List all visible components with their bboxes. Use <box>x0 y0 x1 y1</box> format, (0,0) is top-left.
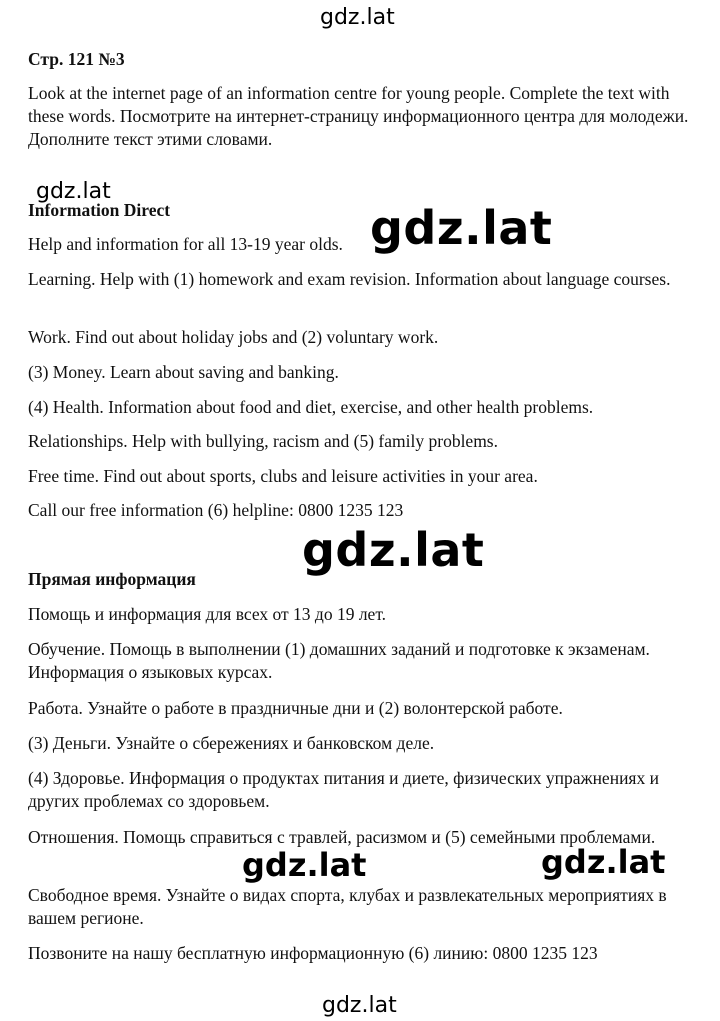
en-line: (3) Money. Learn about saving and banking. <box>28 362 339 382</box>
watermark-bottom: gdz.lat <box>322 993 397 1018</box>
task-text: Look at the internet page of an information centre for young people. Complete the text with these words. Посмотрите на интернет-страницу информационного центра для молодежи. Дополните текст этими словами. <box>28 83 689 149</box>
ru-line: Помощь и информация для всех от 13 до 19 лет. <box>28 604 387 624</box>
en-line: (4) Health. Information about food and diet, exercise, and other health problems. <box>28 397 594 417</box>
ru-line: Позвоните на нашу бесплатную информационную (6) линию: 0800 1235 123 <box>28 943 598 963</box>
ru-title: Прямая информация <box>28 569 196 589</box>
en-line: Free time. Find out about sports, clubs and leisure activities in your area. <box>28 466 538 486</box>
en-line: Relationships. Help with bullying, racism and (5) family problems. <box>28 431 498 451</box>
watermark-medium: gdz.lat <box>242 846 367 884</box>
watermark-medium: gdz.lat <box>541 843 666 881</box>
en-title: Information Direct <box>28 200 171 220</box>
watermark-top: gdz.lat <box>320 5 395 30</box>
ru-line: (4) Здоровье. Информация о продуктах питания и диете, физических упражнениях и других проблемах со здоровьем. <box>28 768 659 811</box>
ru-line: Отношения. Помощь справиться с травлей, расизмом и (5) семейными проблемами. <box>28 827 656 847</box>
ru-line: (3) Деньги. Узнайте о сбережениях и банковском деле. <box>28 733 435 753</box>
watermark-small: gdz.lat <box>36 179 111 204</box>
ru-line: Работа. Узнайте о работе в праздничные дни и (2) волонтерской работе. <box>28 698 563 718</box>
en-line: Help and information for all 13-19 year olds. <box>28 234 343 254</box>
en-line: Call our free information (6) helpline: 0800 1235 123 <box>28 500 404 520</box>
ru-line: Обучение. Помощь в выполнении (1) домашних заданий и подготовке к экзаменам. Информация о языковых курсах. <box>28 639 650 682</box>
watermark-large: gdz.lat <box>370 201 553 255</box>
ru-line: Свободное время. Узнайте о видах спорта, клубах и развлекательных мероприятиях в вашем регионе. <box>28 885 667 928</box>
exercise-heading: Стр. 121 №3 <box>28 49 125 69</box>
en-line: Learning. Help with (1) homework and exam revision. Information about language courses. <box>28 269 671 289</box>
watermark-large: gdz.lat <box>302 523 485 577</box>
en-line: Work. Find out about holiday jobs and (2) voluntary work. <box>28 327 439 347</box>
